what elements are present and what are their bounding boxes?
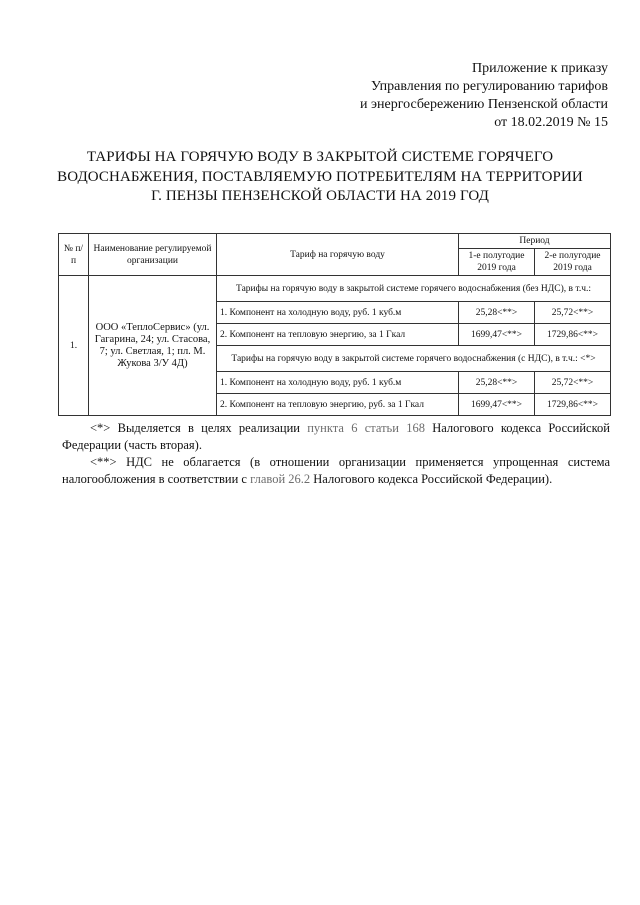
tariff-value-h2: 1729,86<**>: [535, 324, 611, 346]
footnote-text: <*> Выделяется в целях реализации: [90, 421, 308, 435]
footnote-text: Налогового кодекса Российской Федерации).: [310, 472, 553, 486]
organization-name: ООО «ТеплоСервис» (ул. Гагарина, 24; ул. Стасова, 7; ул. Светлая, 1; пл. М. Жукова 3/У 4Д): [89, 276, 217, 416]
header-tariff: Тариф на горячую воду: [217, 234, 459, 276]
title-line: ВОДОСНАБЖЕНИЯ, ПОСТАВЛЯЕМУЮ ПОТРЕБИТЕЛЯМ НА ТЕРРИТОРИИ: [57, 168, 583, 185]
approval-line: Приложение к приказу: [472, 61, 608, 76]
header-period: Период: [459, 234, 611, 249]
footnote-text: Налогового кодекса Российской Федерации (часть вторая).: [62, 421, 610, 452]
footnote-vat-exempt: [62, 454, 610, 488]
footnote-vat-allocated: [62, 420, 610, 454]
tariff-value-h1: 1699,47<**>: [459, 394, 535, 416]
tariff-row-label: 1. Компонент на холодную воду, руб. 1 куб.м: [217, 302, 459, 324]
tariff-value-h2: 1729,86<**>: [535, 394, 611, 416]
tariff-value-h1: 25,28<**>: [459, 372, 535, 394]
footnote-text: <**> НДС не облагается (в отношении организации применяется упрощенная система налогообложения в соответствии с: [62, 455, 610, 486]
tariff-row-label: 2. Компонент на тепловую энергию, руб. за 1 Гкал: [217, 394, 459, 416]
approval-block: [288, 60, 608, 132]
approval-date-line: от 18.02.2019 № 15: [494, 115, 608, 130]
title-line: Г. ПЕНЗЫ ПЕНЗЕНСКОЙ ОБЛАСТИ НА 2019 ГОД: [151, 188, 489, 204]
tariff-table: [58, 233, 611, 416]
approval-line: Управления по регулированию тарифов: [370, 79, 608, 94]
section-with-vat-title: Тарифы на горячую воду в закрытой системе горячего водоснабжения (с НДС), в т.ч.: <*>: [217, 346, 611, 372]
tariff-value-h1: 25,28<**>: [459, 302, 535, 324]
footnotes: [62, 420, 610, 488]
header-number: № п/п: [59, 234, 89, 276]
legal-reference-link[interactable]: главой 26.2: [250, 472, 311, 486]
title-line: ТАРИФЫ НА ГОРЯЧУЮ ВОДУ В ЗАКРЫТОЙ СИСТЕМЕ ГОРЯЧЕГО: [86, 149, 554, 165]
legal-reference-link[interactable]: пункта 6 статьи 168: [307, 421, 425, 435]
tariff-value-h2: 25,72<**>: [535, 302, 611, 324]
row-number: 1.: [59, 276, 89, 416]
tariff-value-h1: 1699,47<**>: [459, 324, 535, 346]
section-without-vat-title: Тарифы на горячую воду в закрытой системе горячего водоснабжения (без НДС), в т.ч.:: [217, 276, 611, 302]
header-second-half: 2-е полугодие 2019 года: [535, 249, 611, 276]
header-organization: Наименование регулируемой организации: [89, 234, 217, 276]
tariff-row-label: 2. Компонент на тепловую энергию, за 1 Гкал: [217, 324, 459, 346]
header-first-half: 1-е полугодие 2019 года: [459, 249, 535, 276]
document-title: [40, 148, 600, 207]
tariff-value-h2: 25,72<**>: [535, 372, 611, 394]
tariff-row-label: 1. Компонент на холодную воду, руб. 1 куб.м: [217, 372, 459, 394]
approval-line: и энергосбережению Пензенской области: [360, 97, 608, 112]
